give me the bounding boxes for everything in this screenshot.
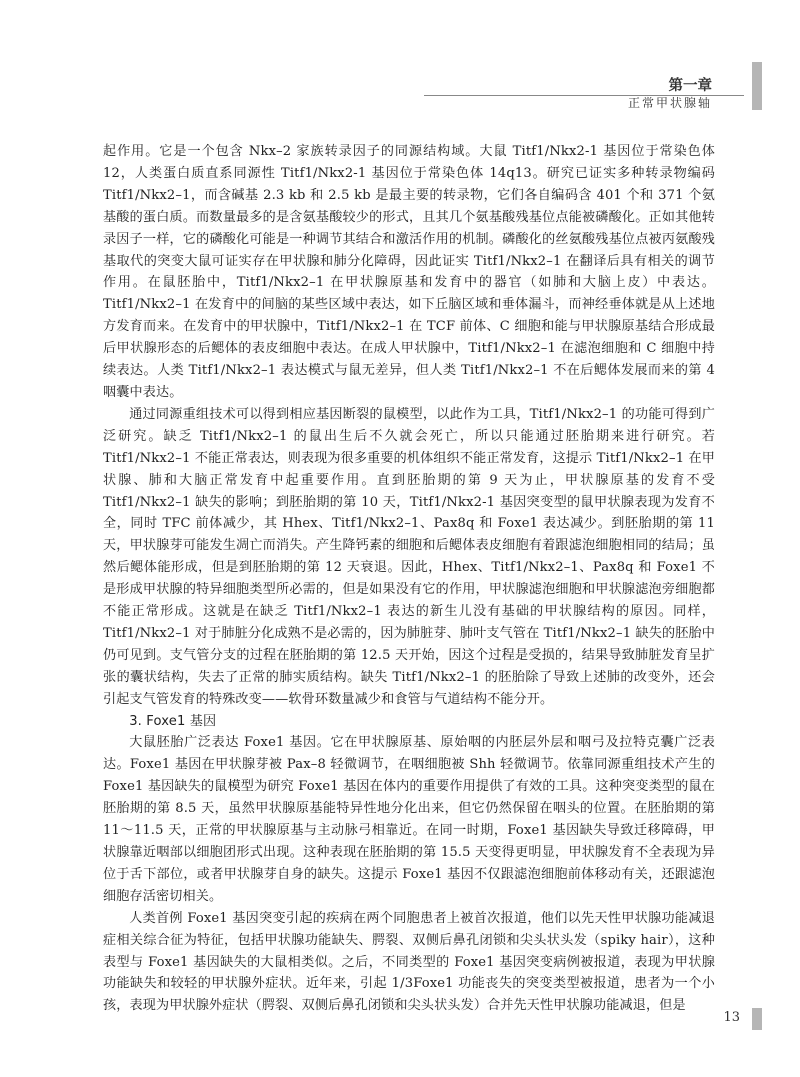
paragraph-continued: 起作用。它是一个包含 Nkx–2 家族转录因子的同源结构域。大鼠 Titf1/Nkx2-1 基因位于常染色体 12，人类蛋白质直系同源性 Titf1/Nkx2-1 基因位于常染色体 14q13。研究已证实多种转录物编码 Titf1/Nkx2–1，而含碱基 2.3 kb 和 2.5 kb 是最主要的转录物，它们各自编码含 401 个和 371 个氨基酸的蛋白质。而数量最多的是含氨基酸较少的形式，且其几个氨基酸残基位点能被磷酸化。正如其他转录因子一样，它的磷酸化可能是一种调节其结合和激活作用的机制。磷酸化的丝氨酸残基位点被丙氨酸残基取代的突变大鼠可证实存在甲状腺和肺分化障碍，因此证实 Titf1/Nkx2–1 在翻译后具有相关的调节作用。在鼠胚胎中，Titf1/Nkx2–1 在甲状腺原基和发育中的器官（如肺和大脑上皮）中表达。Titf1/Nkx2–1 在发育中的间脑的某些区域中表达，如下丘脑区域和垂体漏斗，而神经垂体就是从上述地方发育而来。在发育中的甲状腺中，Titf1/Nkx2–1 在 TCF 前体、C 细胞和能与甲状腺原基结合形成最后甲状腺形态的后鳃体的表皮细胞中表达。在成人甲状腺中，Titf1/Nkx2–1 在滤泡细胞和 C 细胞中持续表达。人类 Titf1/Nkx2–1 表达模式与鼠无差异，但人类 Titf1/Nkx2–1 不在后鳃体发展而来的第 4 咽囊中表达。 (103, 144, 715, 400)
header-tab-bar (752, 62, 762, 110)
paragraph-titf1-knockout: 通过同源重组技术可以得到相应基因断裂的鼠模型，以此作为工具，Titf1/Nkx2–1 的功能可得到广泛研究。缺乏 Titf1/Nkx2–1 的鼠出生后不久就会死亡，所以只能通过胚胎期来进行研究。若 Titf1/Nkx2–1 不能正常表达，则表现为很多重要的机体组织不能正常发育，这提示 Titf1/Nkx2–1 在甲状腺、肺和大脑正常发育中起重要作用。直到胚胎期的第 9 天为止，甲状腺原基的发育不受 Titf1/Nkx2–1 缺失的影响；到胚胎期的第 10 天，Titf1/Nkx2-1 基因突变型的鼠甲状腺表现为发育不全，同时 TFC 前体减少，其 Hhex、Titf1/Nkx2–1、Pax8q 和 Foxe1 表达减少。到胚胎期的第 11 天，甲状腺芽可能发生凋亡而消失。产生降钙素的细胞和后鳃体表皮细胞有着跟滤泡细胞相同的结局；虽然后鳃体能形成，但是到胚胎期的第 12 天衰退。因此，Hhex、Titf1/Nkx2–1、Pax8q 和 Foxe1 不是形成甲状腺的特异细胞类型所必需的，但是如果没有它的作用，甲状腺滤泡细胞和甲状腺滤泡旁细胞都不能正常形成。这就是在缺乏 Titf1/Nkx2–1 表达的新生儿没有基础的甲状腺结构的原因。同样，Titf1/Nkx2–1 对于肺脏分化成熟不是必需的，因为肺脏芽、肺叶支气管在 Titf1/Nkx2–1 缺失的胚胎中仍可见到。支气管分支的过程在胚胎期的第 12.5 天开始，因这个过程是受损的，结果导致肺脏发育呈扩张的囊状结构，失去了正常的肺实质结构。缺失 Titf1/Nkx2–1 的胚胎除了导致上述肺的改变外，还会引起支气管发育的特殊改变——软骨环数量减少和食管与气道结构不能分开。 (103, 406, 715, 707)
footer-tab-bar (752, 1008, 762, 1030)
paragraph-foxe1-human: 人类首例 Foxe1 基因突变引起的疾病在两个同胞患者上被首次报道，他们以先天性甲状腺功能减退症相关综合征为特征，包括甲状腺功能缺失、腭裂、双侧后鼻孔闭锁和尖头状头发（spiky hair），这种表型与 Foxe1 基因缺失的大鼠相类似。之后，不同类型的 Foxe1 基因突变病例被报道，表现为甲状腺功能缺失和较轻的甲状腺外症状。近年来，引起 1/3Foxe1 功能丧失的突变类型被报道，患者为一个小孩，表现为甲状腺外症状（腭裂、双侧后鼻孔闭锁和尖头状头发）合并先天性甲状腺功能减退，但是 (103, 910, 715, 1014)
section-heading-foxe1: 3. Foxe1 基因 (129, 713, 217, 729)
paragraph-foxe1-expression: 大鼠胚胎广泛表达 Foxe1 基因。它在甲状腺原基、原始咽的内胚层外层和咽弓及拉特克囊广泛表达。Foxe1 基因在甲状腺芽被 Pax–8 轻微调节，在咽细胞被 Shh 轻微调节。依靠同源重组技术产生的 Foxe1 基因缺失的鼠模型为研究 Foxe1 基因在体内的重要作用提供了有效的工具。这种突变类型的鼠在胚胎期的第 8.5 天，虽然甲状腺原基能特异性地分化出来，但它仍然保留在咽头的位置。在胚胎期的第 11～11.5 天，正常的甲状腺原基与主动脉弓相靠近。在同一时期，Foxe1 基因缺失导致迁移障碍，甲状腺靠近咽部以细胞团形式出现。这种表现在胚胎期的第 15.5 天变得更明显，甲状腺发育不全表现为异位于舌下部位，或者甲状腺芽自身的缺失。这提示 Foxe1 基因不仅跟滤泡细胞前体移动有关，还跟滤泡细胞存活密切相关。 (103, 735, 715, 904)
chapter-title: 正常甲状腺轴 (627, 96, 712, 110)
page-number: 13 (723, 1010, 740, 1025)
body-text (103, 141, 715, 1017)
chapter-label: 第一章 (668, 78, 712, 94)
page-footer (662, 1008, 762, 1030)
